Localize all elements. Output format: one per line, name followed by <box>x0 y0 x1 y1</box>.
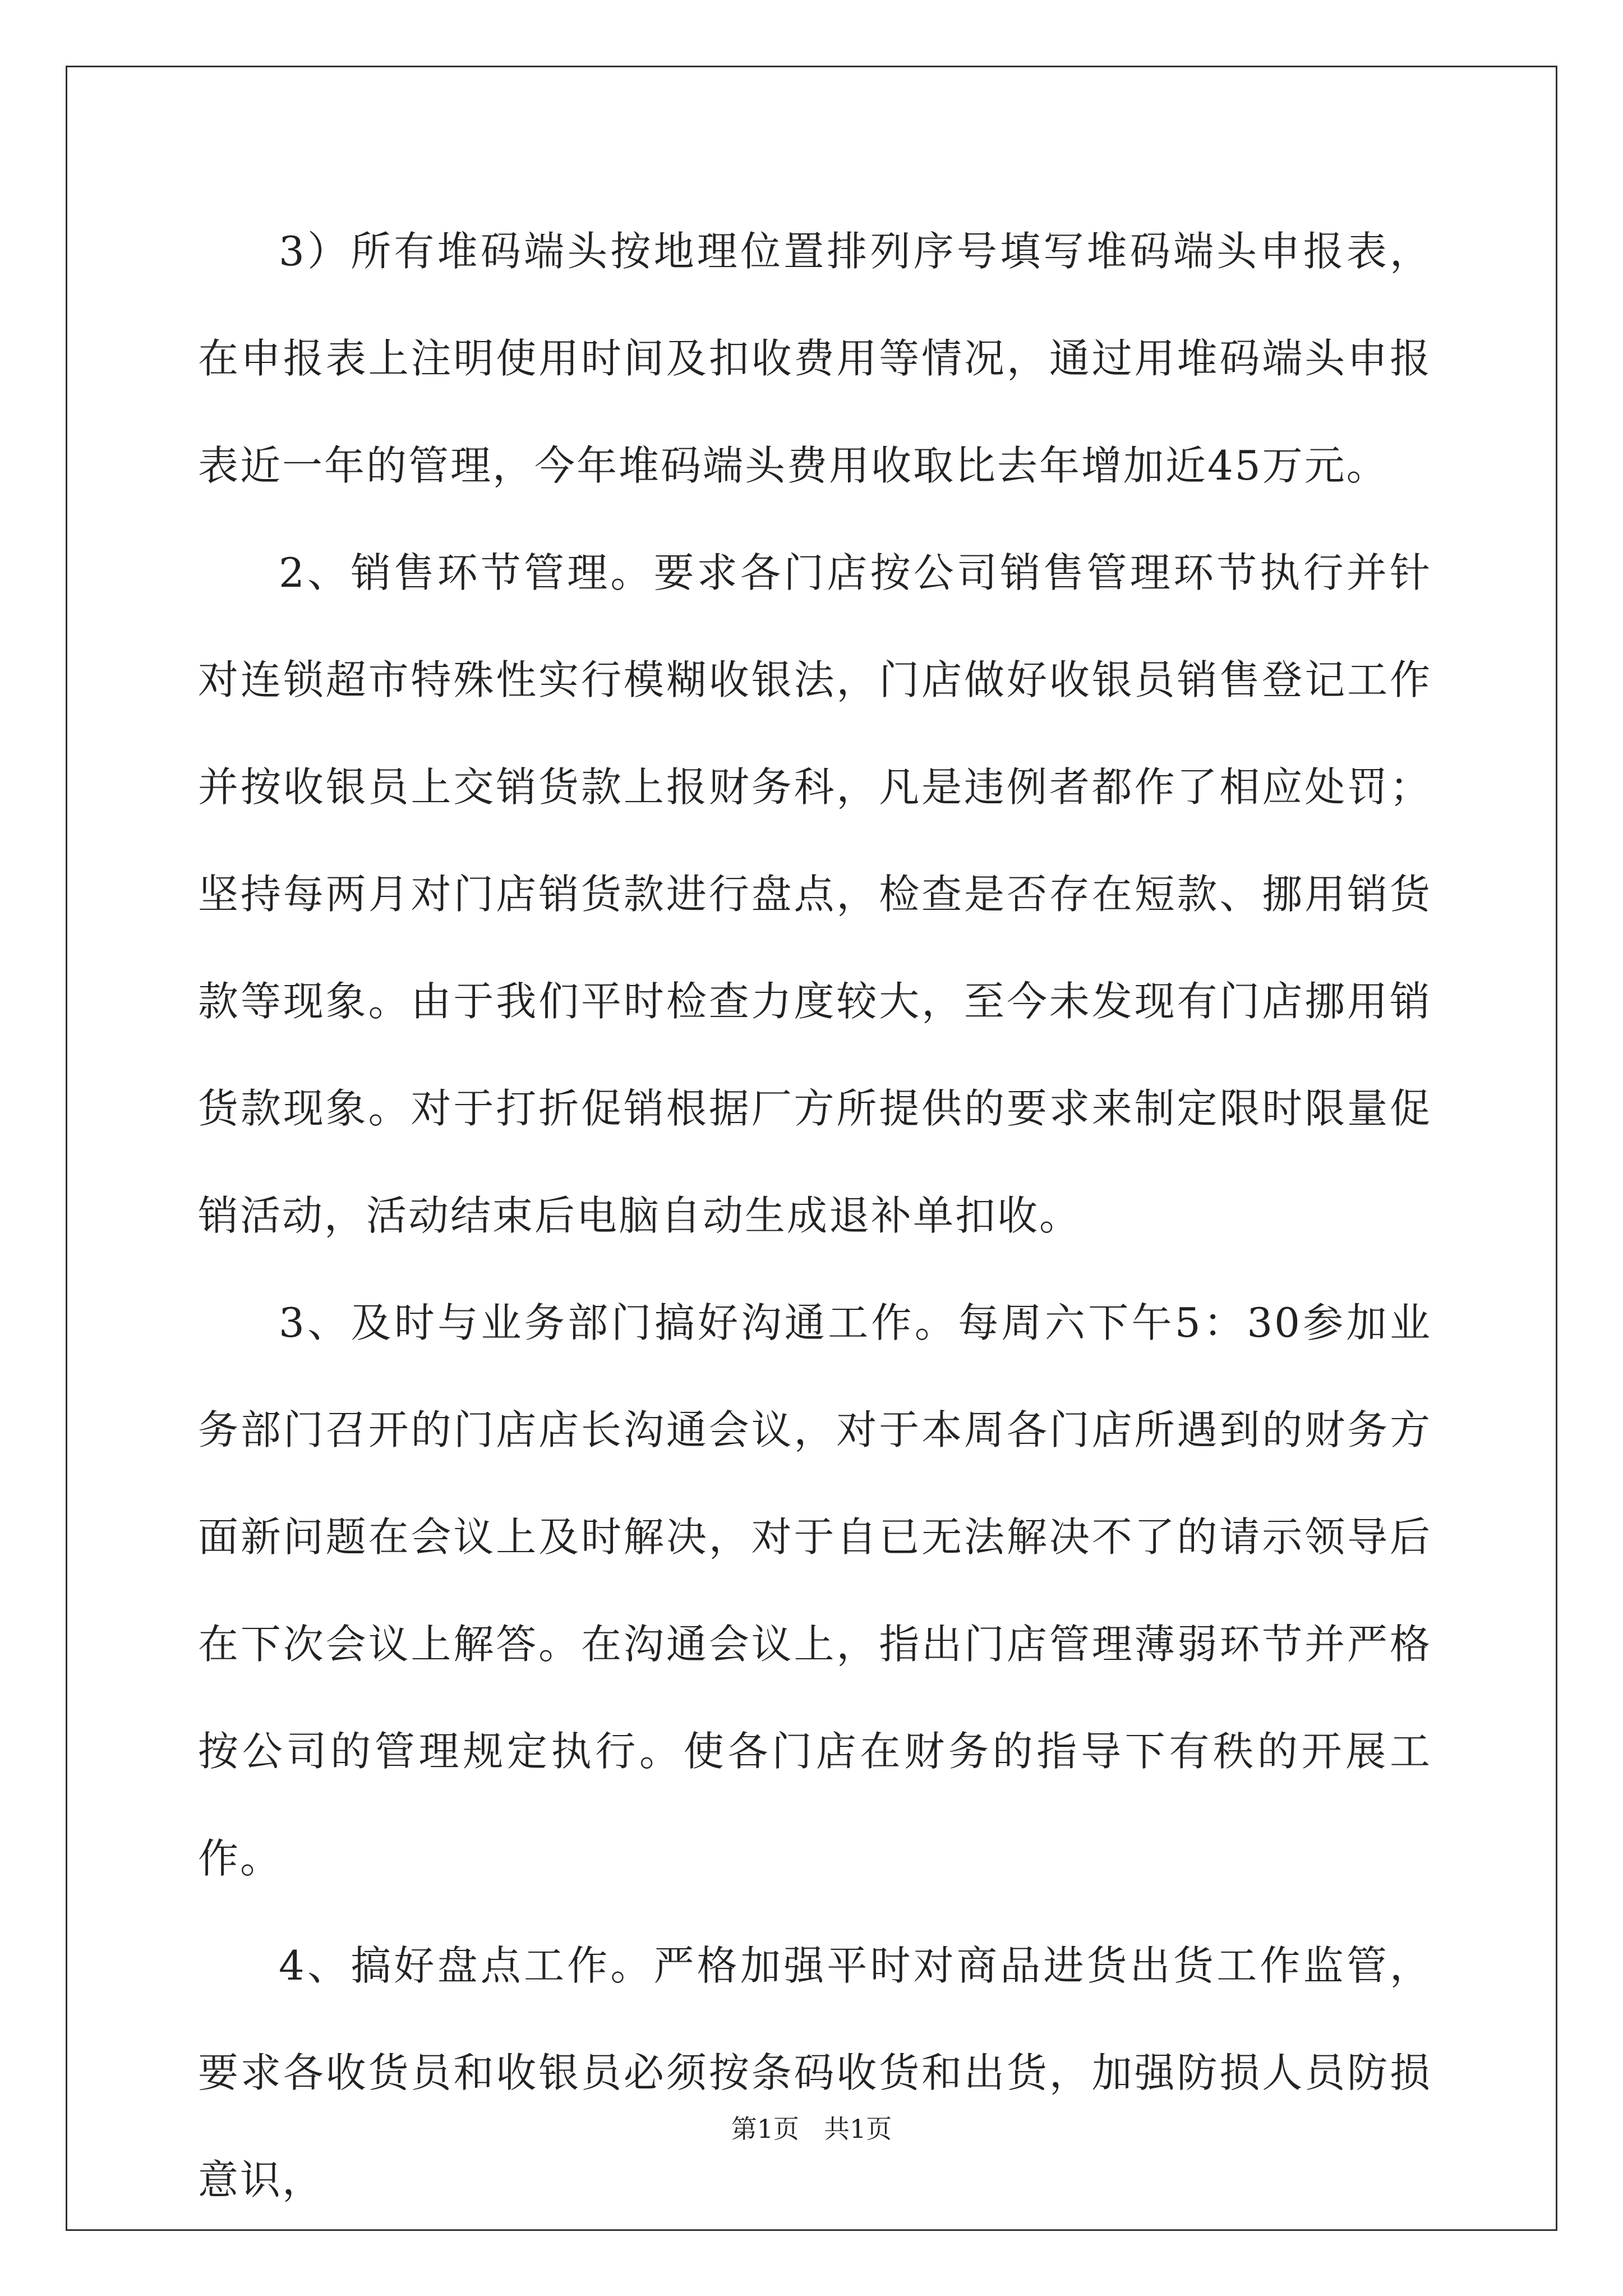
paragraph-4: 4、搞好盘点工作。严格加强平时对商品进货出货工作监管，要求各收货员和收银员必须按条码收货和出货，加强防损人员防损意识， <box>198 1942 1432 2203</box>
page-number: 第1页 <box>731 2114 800 2144</box>
paragraph-1: 3）所有堆码端头按地理位置排列序号填写堆码端头申报表，在申报表上注明使用时间及扣收费用等情况，通过用堆码端头申报表近一年的管理，今年堆码端头费用收取比去年增加近45万元。 <box>198 228 1432 489</box>
paragraph-3: 3、及时与业务部门搞好沟通工作。每周六下午5：30参加业务部门召开的门店店长沟通会议，对于本周各门店所遇到的财务方面新问题在会议上及时解决，对于自已无法解决不了的请示领导后在下次会议上解答。在沟通会议上，指出门店管理薄弱环节并严格按公司的管理规定执行。使各门店在财务的指导下有秩的开展工作。 <box>198 1299 1432 1882</box>
paragraph-2: 2、销售环节管理。要求各门店按公司销售管理环节执行并针对连锁超市特殊性实行模糊收银法，门店做好收银员销售登记工作并按收银员上交销货款上报财务科，凡是违例者都作了相应处罚；坚持每两月对门店销货款进行盘点，检查是否存在短款、挪用销货款等现象。由于我们平时检查力度较大，至今未发现有门店挪用销货款现象。对于打折促销根据厂方所提供的要求来制定限时限量促销活动，活动结束后电脑自动生成退补单扣收。 <box>198 549 1432 1239</box>
document-body <box>198 198 1432 2234</box>
page-total: 共1页 <box>823 2114 892 2144</box>
page-footer <box>0 2112 1623 2146</box>
